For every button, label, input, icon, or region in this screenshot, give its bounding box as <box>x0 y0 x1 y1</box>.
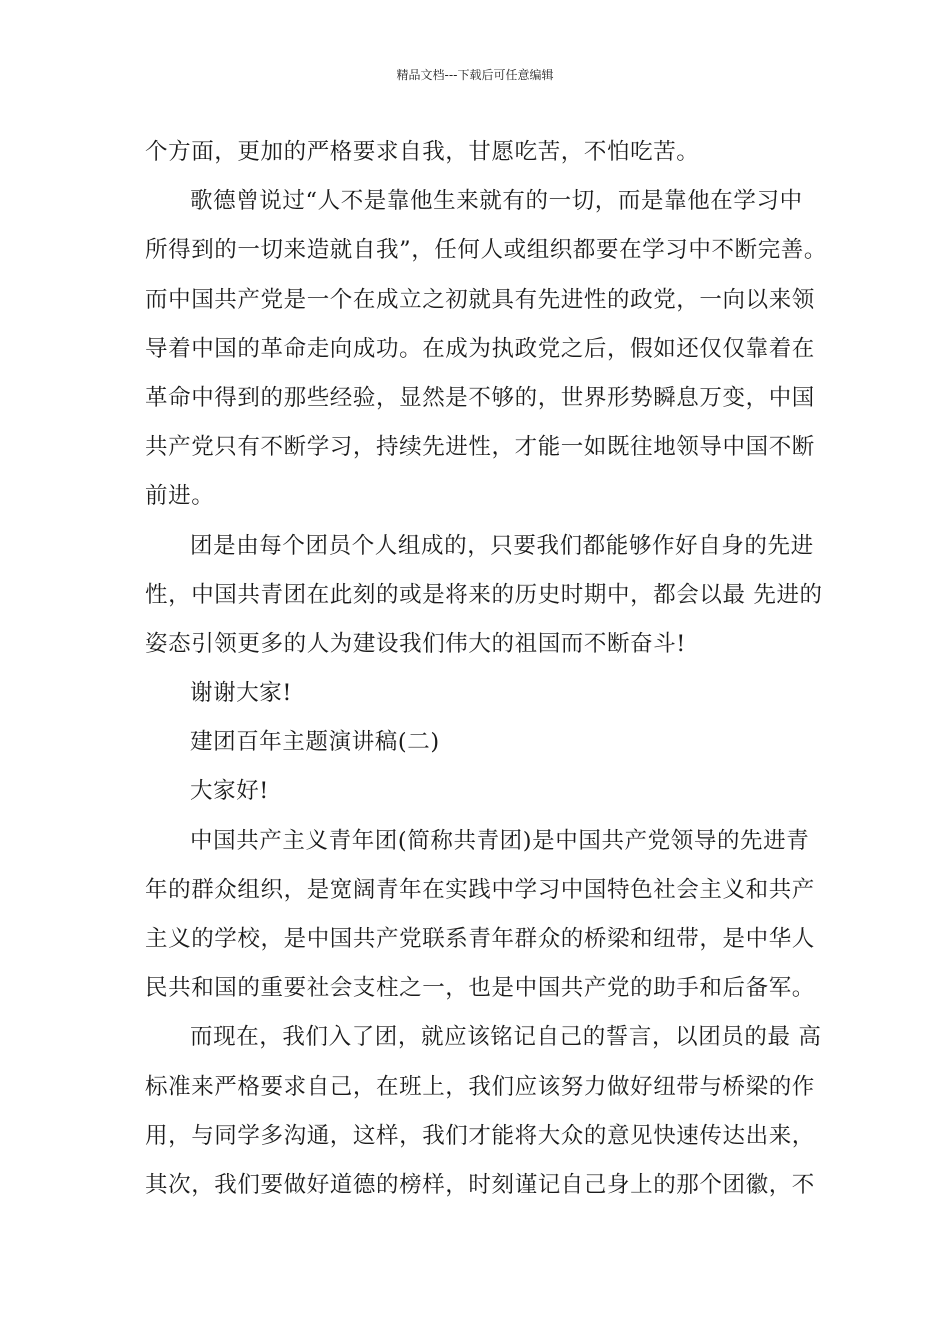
page-header: 精品文档---下载后可任意编辑 <box>396 68 554 82</box>
text-line: 年的群众组织，是宽阔青年在实践中学习中国特色社会主义和共产 <box>145 876 815 903</box>
text-line: 导着中国的革命走向成功。在成为执政党之后，假如还仅仅靠着在 <box>145 335 815 362</box>
text-line: 所得到的一切来造就自我”，任何人或组织都要在学习中不断完善。 <box>145 237 828 264</box>
text-line: 共产党只有不断学习，持续先进性，才能一如既往地领导中国不断 <box>145 434 815 461</box>
text-line: 民共和国的重要社会支柱之一，也是中国共产党的助手和后备军。 <box>145 975 815 1002</box>
text-line: 谢谢大家! <box>190 680 293 707</box>
text-line: 团是由每个团员个人组成的，只要我们都能够作好自身的先进 <box>190 532 814 559</box>
text-line: 用，与同学多沟通，这样，我们才能将大众的意见快速传达出来， <box>145 1122 815 1149</box>
text-line: 革命中得到的那些经验，显然是不够的，世界形势瞬息万变，中国 <box>145 384 815 411</box>
text-line: 性，中国共青团在此刻的或是将来的历史时期中，都会以最 先进的 <box>145 581 823 608</box>
text-line: 个方面，更加的严格要求自我，甘愿吃苦，不怕吃苦。 <box>145 139 700 165</box>
text-line: 标准来严格要求自己，在班上，我们应该努力做好纽带与桥梁的作 <box>145 1073 815 1100</box>
text-line: 前进。 <box>145 483 215 510</box>
text-line: 而现在，我们入了团，就应该铭记自己的誓言，以团员的最 高 <box>190 1024 822 1051</box>
text-line: 歌德曾说过“人不是靠他生来就有的一切，而是靠他在学习中 <box>190 188 803 215</box>
text-line: 主义的学校，是中国共产党联系青年群众的桥梁和纽带，是中华人 <box>145 926 815 952</box>
text-line: 而中国共产党是一个在成立之初就具有先进性的政党，一向以来领 <box>145 286 815 313</box>
text-line: 大家好! <box>190 778 269 805</box>
body-text <box>145 128 828 1210</box>
text-line: 建团百年主题演讲稿(二) <box>190 729 440 756</box>
text-line: 姿态引领更多的人为建设我们伟大的祖国而不断奋斗! <box>145 630 686 657</box>
text-line: 其次，我们要做好道德的榜样，时刻谨记自己身上的那个团徽，不 <box>145 1171 815 1198</box>
text-line: 中国共产主义青年团(简称共青团)是中国共产党领导的先进青 <box>190 827 810 854</box>
